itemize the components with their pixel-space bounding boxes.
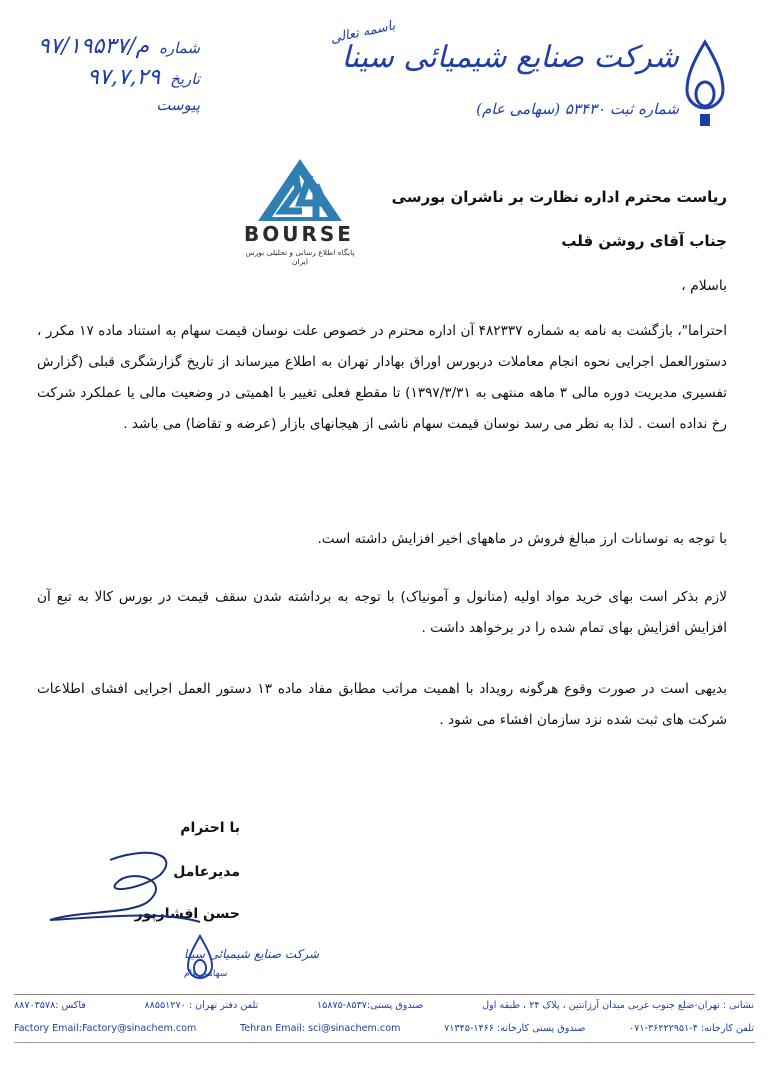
stamp-sub-text: سهامی عام: [184, 969, 228, 979]
letter-meta: [20, 30, 200, 114]
attachment-label: پیوست: [156, 96, 200, 114]
footer-fax: فاکس :۸۸۷۰۳۵۷۸: [14, 1000, 86, 1011]
footer-factory-email[interactable]: Factory Email:Factory@sinachem.com: [14, 1023, 197, 1034]
sina-drop-logo: [683, 40, 727, 128]
footer-row-1: [14, 1000, 754, 1011]
paragraph-1-text: احتراما"، بازگشت به نامه به شماره ۴۸۲۳۳۷ آن اداره محترم در خصوص علت نوسان قیمت سهام به استناد ماده ۱۷ مکرر ، دستورالعمل اجرایی نحوه انجام معاملات دربورس اوراق بهادار تهران به اطلاع میرساند از تاریخ گزارشگری قبلی (گزارش تفسیری مدیریت دوره مالی ۳ ماهه منتهی به ۱۳۹۷/۳/۳۱) تا مقطع فعلی تغییر با اهمیتی در وضعیت مالی یا عملکرد شرکت رخ نداده است . لذا به نظر می رسد نوسان قیمت سهام ناشی از هیجانهای بازار (عرضه و تقاضا) می باشد .: [37, 323, 728, 432]
footer-divider: [14, 994, 755, 995]
registration-number: شماره ثبت ۵۳۴۳۰ (سهامی عام): [476, 100, 679, 118]
date-value: ۹۷,۷,۲۹: [87, 65, 161, 90]
number-value: ۹۷/م/۱۹۵۳۷: [37, 34, 150, 59]
body-paragraph-2: [37, 524, 727, 555]
footer-tehran-email[interactable]: Tehran Email: sci@sinachem.com: [240, 1023, 401, 1034]
handwritten-signature: [40, 840, 210, 940]
footer-bottom-divider: [14, 1042, 755, 1043]
body-paragraph-1: [37, 316, 727, 440]
stamp-company-text: شرکت صنایع شیمیائی سینا: [184, 947, 319, 961]
footer-address: نشانی : تهران-ضلع جنوب غربی میدان آرژانتین ، پلاک ۲۴ ، طبقه اول: [482, 1000, 754, 1011]
bourse-subtitle: پایگاه اطلاع رسانی و تحلیلی بورس ایران: [245, 248, 355, 266]
company-name: شرکت صنایع شیمیائی سینا: [341, 40, 679, 75]
besmeh-text: باسمه تعالی: [329, 18, 397, 47]
paragraph-4-text: بدیهی است در صورت وقوع هرگونه رویداد با اهمیت مراتب مطابق مفاد ماده ۱۳ دستور العمل اجرایی افشای اطلاعات شرکت های ثبت شده نزد سازمان افشاء می شود .: [37, 681, 727, 728]
footer-po-box: صندوق پستی:۸۵۳۷-۱۵۸۷۵: [317, 1000, 424, 1011]
body-paragraph-3: [37, 582, 727, 644]
company-stamp: [100, 930, 319, 990]
number-label: شماره: [159, 39, 200, 57]
footer-factory-po: صندوق پستی کارخانه: ۱۴۶۶-۷۱۳۴۵: [444, 1023, 586, 1034]
bourse-wordmark: BOURSE: [244, 222, 354, 246]
body-paragraph-4: [37, 674, 727, 736]
addressee-line1: ریاست محترم اداره نظارت بر ناشران بورسی: [391, 188, 727, 206]
paragraph-3-text: لازم بذکر است بهای خرید مواد اولیه (متانول و آمونیاک) با توجه به برداشته شدن سقف قیمت در بورس کالا به تبع آن افزایش افزایش بهای تمام شده را در برخواهد داشت .: [37, 589, 727, 636]
footer-row-2: [14, 1023, 754, 1034]
closing: با احترام: [180, 820, 240, 836]
footer-factory-phone: تلفن کارخانه: ۴-۳۶۲۲۲۹۵۱-۰۷۱: [629, 1023, 754, 1034]
paragraph-2-text: با توجه به نوسانات ارز مبالغ فروش در ماههای اخیر افزایش داشته است.: [317, 531, 727, 547]
greeting: باسلام ،: [681, 278, 727, 294]
date-label: تاریخ: [170, 70, 200, 88]
signer-title: مدیرعامل: [173, 864, 240, 880]
footer-tehran-office: تلفن دفتر تهران : ۸۸۵۵۱۲۷۰: [144, 1000, 259, 1011]
signer-name: حسن افشارپور: [134, 906, 240, 922]
addressee-line2: جناب آقای روشن قلب: [561, 232, 727, 250]
